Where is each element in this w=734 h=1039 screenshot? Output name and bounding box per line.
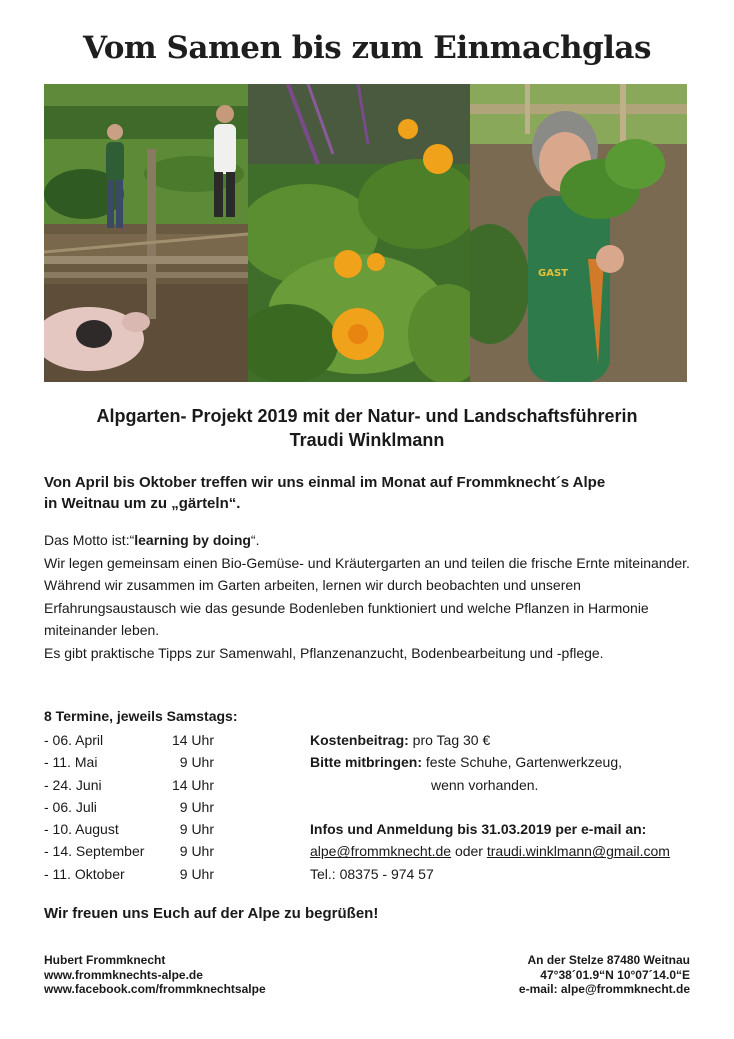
footer-name: Hubert Frommknecht (44, 953, 166, 967)
date-row (44, 729, 214, 751)
date-time: 9 Uhr (179, 865, 214, 882)
date-label: - 14. September (44, 843, 145, 860)
date-time: 9 Uhr (179, 843, 214, 860)
project-heading-line2: Traudi Winklmann (289, 430, 445, 450)
zucchini-flowers-photo (248, 84, 470, 382)
paragraph-2: Während wir zusammen im Garten arbeiten, lernen wir durch beobachten und unseren Erfahrungsaustausch wie das gesunde Bodenleben funktioniert und welche Pflanzen in Harmonie miteinander leben. (44, 577, 649, 638)
motto-bold: learning by doing (134, 532, 251, 548)
page-title: Vom Samen bis zum Einmachglas (83, 30, 651, 66)
motto-line (44, 529, 694, 552)
email-or: oder (451, 843, 487, 860)
footer-right (519, 953, 690, 997)
termine-heading: 8 Termine, jeweils Samstags: (44, 708, 238, 724)
paragraph-3: Es gibt praktische Tipps zur Samenwahl, Pflanzenanzucht, Bodenbearbeitung und -pflege. (44, 644, 604, 661)
bring-value-2: wenn vorhanden. (431, 776, 539, 793)
bring-line (310, 751, 710, 773)
date-time: 9 Uhr (179, 754, 214, 771)
woman-carrot-photo (470, 84, 687, 382)
date-time: 9 Uhr (179, 798, 214, 815)
cost-label: Kostenbeitrag: (310, 732, 409, 748)
closing-line: Wir freuen uns Euch auf der Alpe zu begrüßen! (44, 905, 379, 922)
lead-line1: Von April bis Oktober treffen wir uns einmal im Monat auf Frommknecht´s Alpe (44, 474, 606, 491)
info-block (310, 729, 710, 885)
date-label: - 10. August (44, 821, 119, 838)
bring-value: feste Schuhe, Gartenwerkzeug, (422, 754, 622, 771)
garden-people-photo (44, 84, 248, 382)
date-label: - 06. April (44, 732, 104, 748)
cost-value: pro Tag 30 € (408, 732, 491, 748)
cost-line (310, 729, 710, 751)
signup-heading (310, 818, 710, 840)
footer-left (44, 953, 266, 997)
footer-coordinates: 47°38´01.9“N 10°07´14.0“E (540, 967, 690, 982)
date-label: - 11. Mai (44, 754, 98, 771)
date-row (44, 774, 214, 796)
project-heading-line1: Alpgarten- Projekt 2019 mit der Natur- und Landschaftsführerin (96, 406, 638, 426)
phone-number: Tel.: 08375 - 974 57 (310, 865, 434, 882)
date-time: 14 Uhr (171, 732, 214, 748)
date-row (44, 796, 214, 818)
body-text (44, 529, 694, 664)
date-label: - 11. Oktober (44, 865, 125, 882)
date-row (44, 840, 214, 862)
project-heading (0, 404, 734, 452)
email-link-traudi[interactable]: traudi.winklmann@gmail.com (486, 843, 670, 860)
signup-heading-text: Infos und Anmeldung bis 31.03.2019 per e-mail an: (310, 821, 647, 838)
date-row (44, 818, 214, 840)
date-row (44, 863, 214, 885)
date-time: 14 Uhr (171, 776, 214, 793)
footer-address: An der Stelze 87480 Weitnau (527, 953, 690, 967)
lead-line2: in Weitnau um zu „gärteln“. (44, 495, 241, 512)
email-line (310, 840, 710, 862)
date-label: - 24. Juni (44, 776, 102, 793)
dates-list (44, 729, 214, 885)
date-label: - 06. Juli (44, 798, 97, 815)
footer-website[interactable]: www.frommknechts-alpe.de (44, 967, 203, 982)
shirt-logo-text: GAST (538, 268, 568, 279)
bring-label: Bitte mitbringen: (310, 754, 422, 771)
date-row (44, 751, 214, 773)
paragraph-1: Wir legen gemeinsam einen Bio-Gemüse- und Kräutergarten an und teilen die frische Ernte miteinander. (44, 554, 690, 571)
motto-suffix: “. (250, 532, 260, 548)
lead-paragraph (44, 472, 694, 514)
email-link-alpe[interactable]: alpe@frommknecht.de (310, 843, 452, 860)
footer-email[interactable]: e-mail: alpe@frommknecht.de (518, 982, 690, 996)
photo-strip (44, 84, 687, 382)
motto-prefix: Das Motto ist:“ (44, 532, 135, 548)
date-time: 9 Uhr (179, 821, 214, 838)
footer-facebook[interactable]: www.facebook.com/frommknechtsalpe (44, 982, 266, 996)
